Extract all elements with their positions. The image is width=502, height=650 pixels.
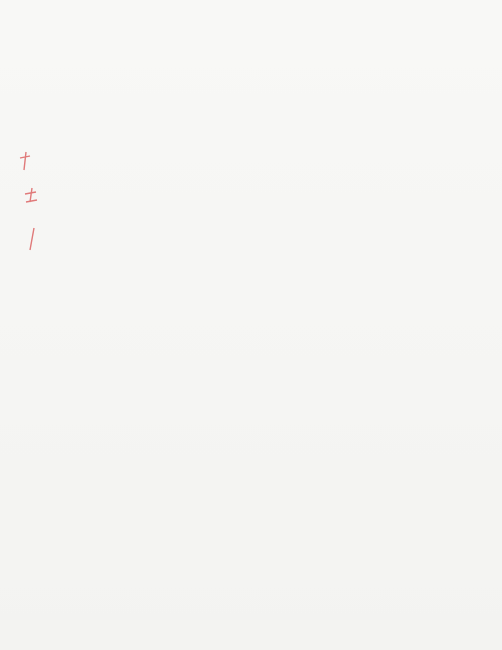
handwritten-mark xyxy=(12,150,52,260)
